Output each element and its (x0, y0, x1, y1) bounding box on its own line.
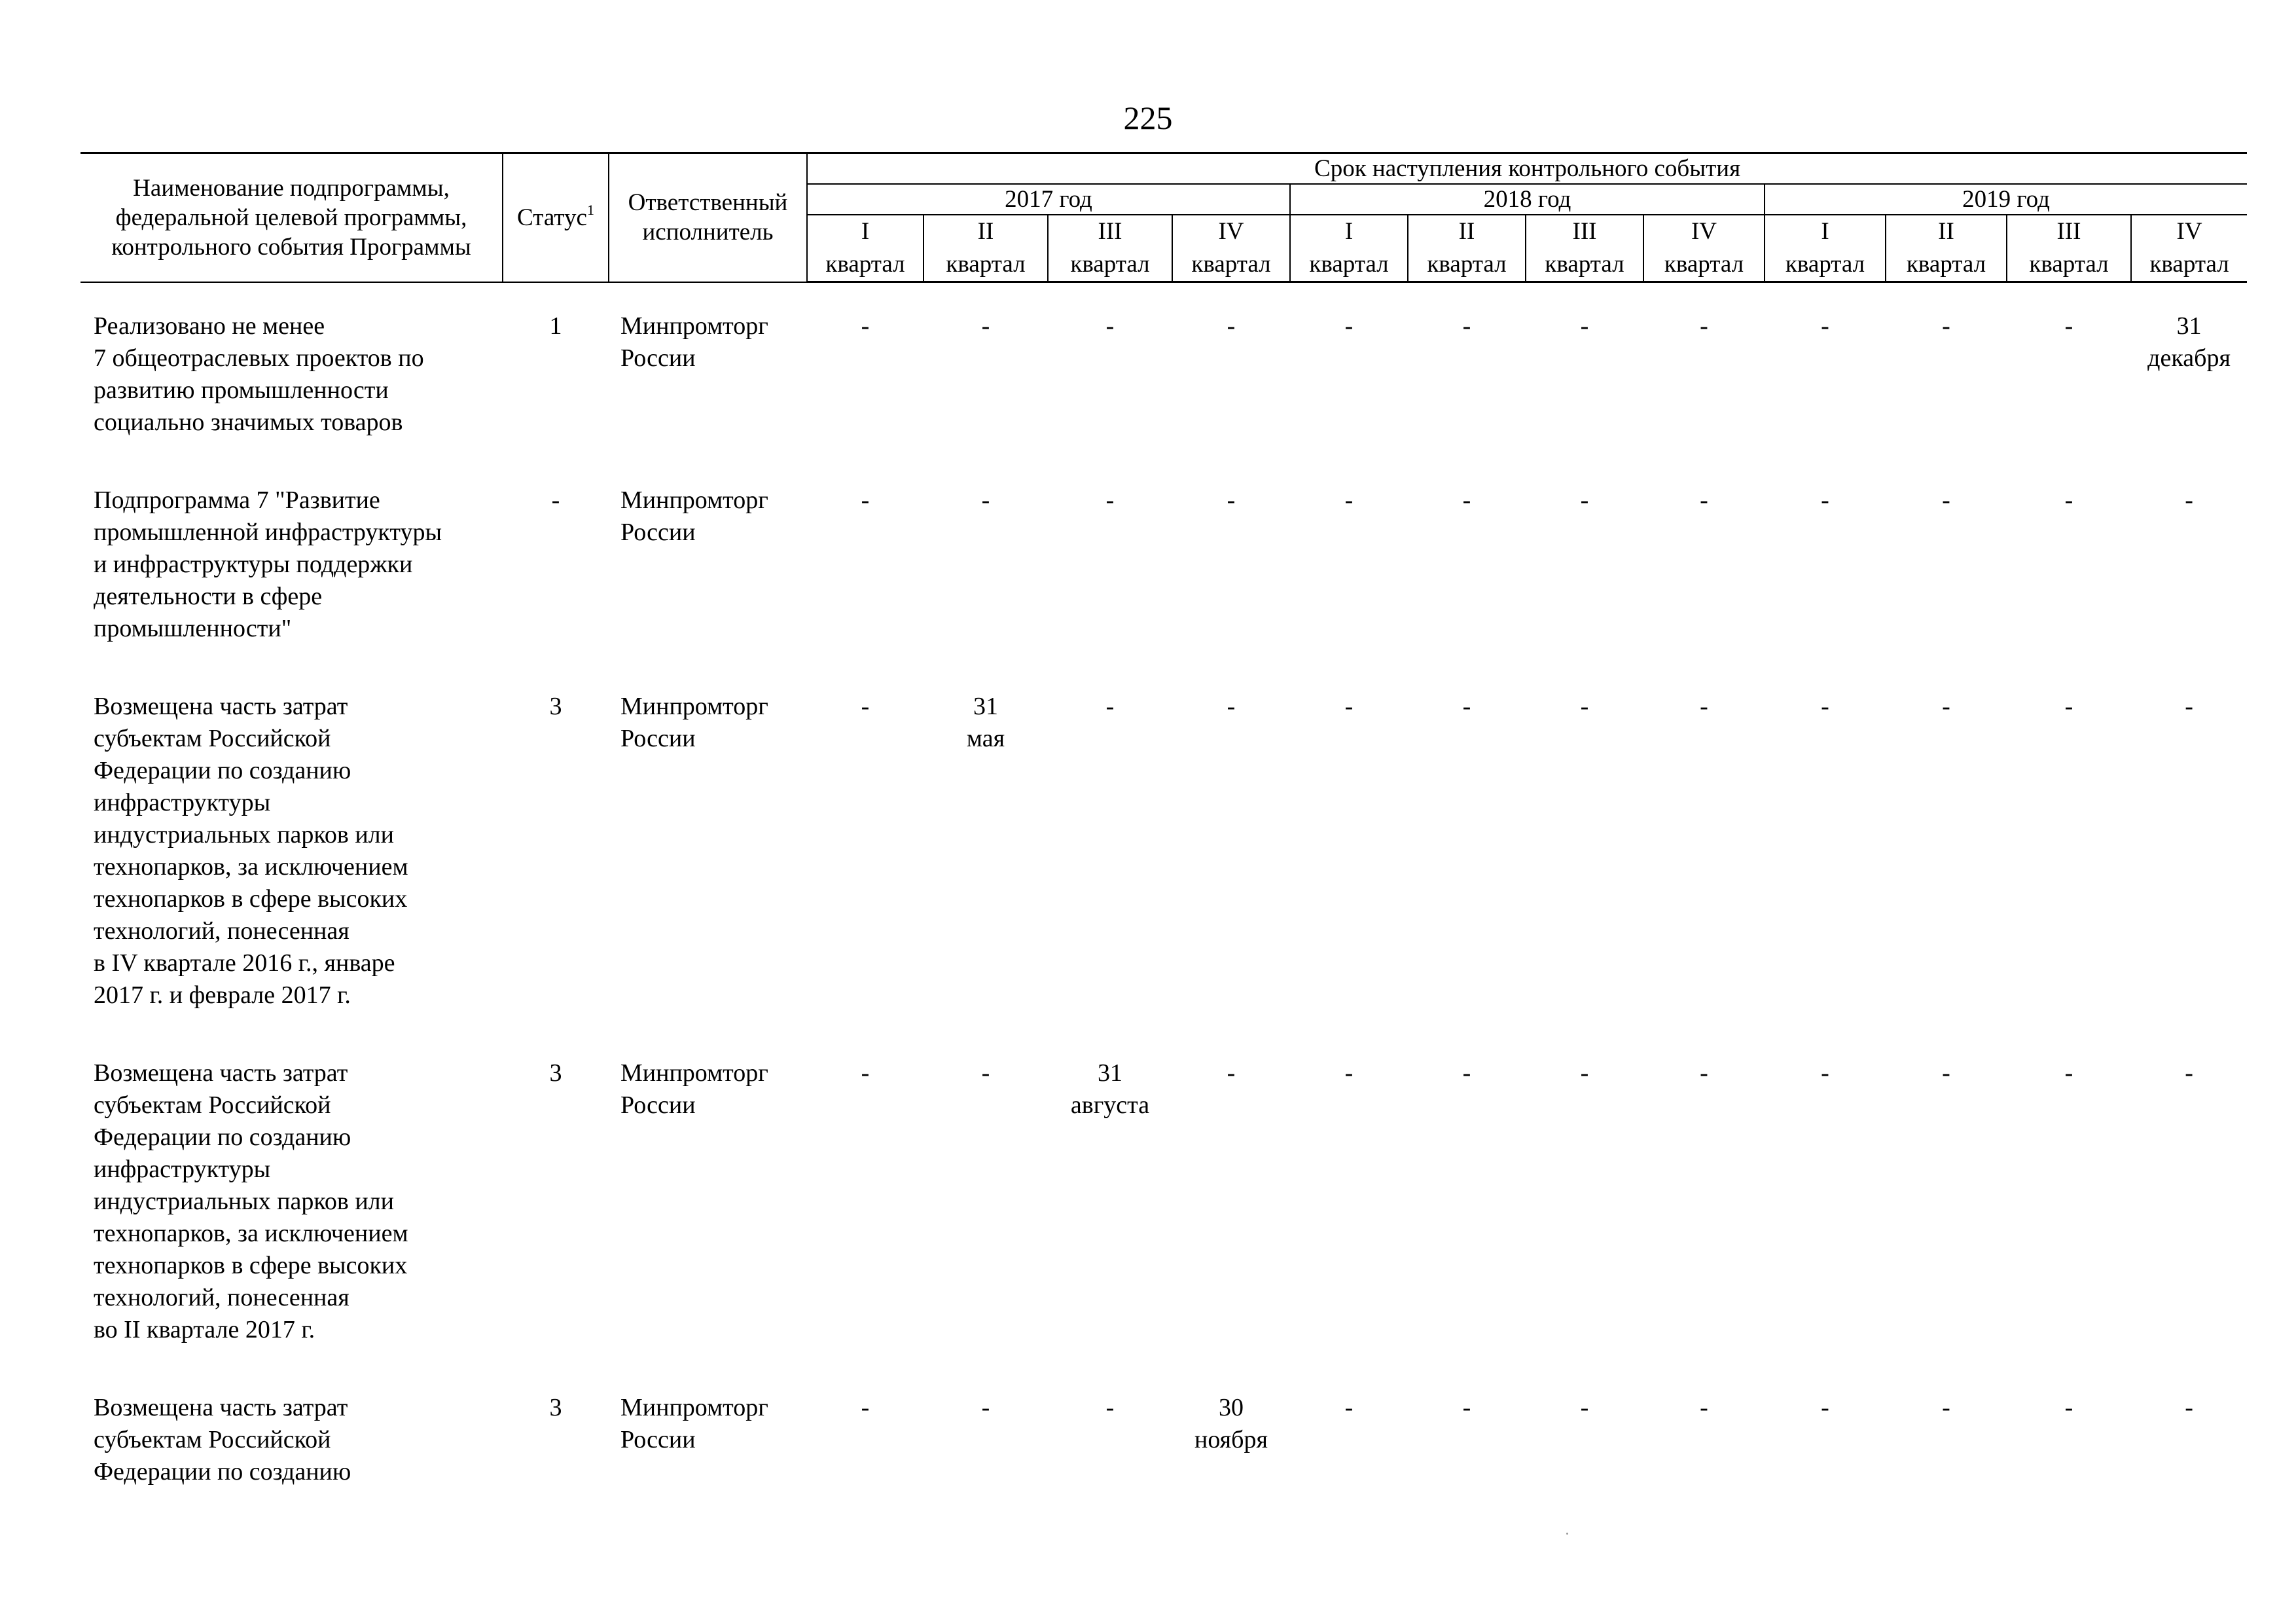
header-quarter-word: квартал (1545, 251, 1624, 278)
header-quarter (1290, 215, 1408, 282)
event-responsible: Минпромторг России (620, 312, 768, 372)
header-quarter-word: квартал (1191, 251, 1271, 278)
header-status-label: Статус (517, 204, 587, 231)
header-quarter (1765, 215, 1886, 282)
quarter-deadline: - (2064, 1059, 2073, 1087)
quarter-deadline: - (861, 312, 870, 340)
event-responsible: Минпромторг России (620, 486, 768, 546)
event-status: - (551, 486, 560, 514)
quarter-deadline: - (1580, 312, 1589, 340)
quarter-deadline: - (1942, 1059, 1950, 1087)
quarter-deadline: - (2185, 486, 2193, 514)
header-quarter-numeral: IV (2176, 218, 2202, 245)
quarter-deadline: - (1462, 1394, 1471, 1421)
quarter-deadline: - (1462, 312, 1471, 340)
table-row (81, 310, 2247, 484)
quarter-deadline: - (1462, 693, 1471, 720)
quarter-deadline: - (981, 1394, 990, 1421)
header-quarter-numeral: III (2056, 218, 2081, 245)
quarter-deadline: - (861, 1059, 870, 1087)
header-quarter-word: квартал (2149, 251, 2229, 278)
header-quarter (1526, 215, 1643, 282)
quarter-deadline: - (1942, 693, 1950, 720)
quarter-deadline: - (1105, 1394, 1115, 1421)
quarter-deadline: - (2185, 1059, 2193, 1087)
quarter-deadline: - (2185, 693, 2193, 720)
quarter-deadline: - (1821, 1059, 1829, 1087)
header-status (503, 153, 609, 282)
quarter-deadline: - (1942, 312, 1950, 340)
quarter-deadline: - (1227, 486, 1236, 514)
header-quarter-numeral: III (1572, 218, 1597, 245)
quarter-deadline: - (861, 486, 870, 514)
header-quarter (1886, 215, 2007, 282)
header-quarter-numeral: IV (1218, 218, 1244, 245)
quarter-deadline: - (1227, 312, 1236, 340)
control-events-table (81, 152, 2247, 1488)
event-status: 3 (549, 1059, 562, 1087)
table-row (81, 691, 2247, 1057)
header-quarter (1172, 215, 1290, 282)
header-quarter-numeral: I (1821, 218, 1829, 245)
quarter-deadline: - (2064, 312, 2073, 340)
header-quarter-numeral: I (1344, 218, 1354, 245)
quarter-deadline: - (861, 1394, 870, 1421)
quarter-deadline: - (1227, 693, 1236, 720)
table-row (81, 484, 2247, 691)
event-status: 3 (549, 1394, 562, 1421)
header-quarter-word: квартал (1427, 251, 1507, 278)
header-year-2: 2019 год (1765, 184, 2247, 215)
header-year-1: 2018 год (1290, 184, 1765, 215)
table-body (81, 282, 2247, 1489)
quarter-deadline: - (1344, 1394, 1354, 1421)
quarter-deadline: - (1821, 486, 1829, 514)
header-quarter-word: квартал (825, 251, 905, 278)
event-name: Возмещена часть затрат субъектам Российской Федерации по созданию (94, 1394, 351, 1486)
quarter-deadline: - (1227, 1059, 1236, 1087)
quarter-deadline: - (981, 1059, 990, 1087)
quarter-deadline: - (1700, 693, 1708, 720)
quarter-deadline: - (1344, 693, 1354, 720)
quarter-deadline: 31 августа (1070, 1059, 1150, 1119)
event-name: Возмещена часть затрат субъектам Российской Федерации по созданию инфраструктуры индустриальных парков или технопарков, за исключением технопарков в сфере высоких технологий, понесенная во II квартале 2017 г. (94, 1059, 408, 1343)
quarter-deadline: 30 ноября (1194, 1394, 1268, 1453)
quarter-deadline: - (1821, 1394, 1829, 1421)
header-quarter-numeral: II (1458, 218, 1475, 245)
body-spacer (81, 282, 2247, 311)
quarter-deadline: - (1942, 486, 1950, 514)
quarter-deadline: 31 декабря (2147, 312, 2231, 372)
quarter-deadline: - (1462, 486, 1471, 514)
quarter-deadline: - (2064, 486, 2073, 514)
quarter-deadline: - (1942, 1394, 1950, 1421)
header-quarter-word: квартал (1664, 251, 1744, 278)
quarter-deadline: - (861, 693, 870, 720)
header-quarter (807, 215, 924, 282)
header-quarter (1048, 215, 1172, 282)
event-name: Подпрограмма 7 "Развитие промышленной инфраструктуры и инфраструктуры поддержки деятельности в сфере промышленности" (94, 486, 442, 642)
quarter-deadline: - (1700, 312, 1708, 340)
quarter-deadline: - (1344, 312, 1354, 340)
quarter-deadline: - (2064, 1394, 2073, 1421)
event-responsible: Минпромторг России (620, 1059, 768, 1119)
header-name: Наименование подпрограммы, федеральной целевой программы, контрольного события Программы (81, 153, 503, 282)
header-quarter-numeral: I (861, 218, 870, 245)
header-quarter (924, 215, 1048, 282)
quarter-deadline: - (1344, 1059, 1354, 1087)
quarter-deadline: - (1821, 693, 1829, 720)
body-spacer-cell (81, 282, 2247, 311)
quarter-deadline: - (1700, 486, 1708, 514)
header-quarter-word: квартал (1070, 251, 1150, 278)
header-quarter (1643, 215, 1765, 282)
header-quarter-numeral: III (1098, 218, 1122, 245)
header-quarter-numeral: II (1938, 218, 1954, 245)
header-quarter-word: квартал (946, 251, 1026, 278)
table-row (81, 1392, 2247, 1488)
table-row (81, 1057, 2247, 1392)
header-deadline-group: Срок наступления контрольного события (807, 153, 2247, 185)
quarter-deadline: - (981, 486, 990, 514)
quarter-deadline: - (1462, 1059, 1471, 1087)
quarter-deadline: - (1580, 486, 1589, 514)
header-status-footnote: 1 (586, 201, 594, 218)
page-number: 225 (1123, 100, 1173, 136)
quarter-deadline: - (2185, 1394, 2193, 1421)
quarter-deadline: - (1105, 312, 1115, 340)
header-quarter-word: квартал (1785, 251, 1865, 278)
quarter-deadline: - (1580, 1059, 1589, 1087)
event-responsible: Минпромторг России (620, 1394, 768, 1453)
header-year-0: 2017 год (807, 184, 1290, 215)
quarter-deadline: - (1105, 693, 1115, 720)
header-quarter-numeral: II (977, 218, 994, 245)
header-quarter-word: квартал (2029, 251, 2109, 278)
table-header (81, 153, 2247, 282)
quarter-deadline: - (1580, 1394, 1589, 1421)
event-responsible: Минпромторг России (620, 693, 768, 752)
header-quarter (2007, 215, 2131, 282)
event-name: Реализовано не менее 7 общеотраслевых проектов по развитию промышленности социально значимых товаров (94, 312, 424, 436)
scan-speck (1566, 1533, 1568, 1535)
header-quarter-word: квартал (1309, 251, 1389, 278)
quarter-deadline: - (1580, 693, 1589, 720)
header-responsible: Ответственный исполнитель (609, 153, 807, 282)
header-quarter-word: квартал (1906, 251, 1986, 278)
quarter-deadline: 31 мая (966, 693, 1005, 752)
event-name: Возмещена часть затрат субъектам Российской Федерации по созданию инфраструктуры индустриальных парков или технопарков, за исключением технопарков в сфере высоких технологий, понесенная в IV квартале 2016 г., январе 2017 г. и феврале 2017 г. (94, 693, 408, 1009)
header-quarter-numeral: IV (1691, 218, 1717, 245)
quarter-deadline: - (1105, 486, 1115, 514)
quarter-deadline: - (1821, 312, 1829, 340)
quarter-deadline: - (981, 312, 990, 340)
event-status: 1 (549, 312, 562, 340)
quarter-deadline: - (1700, 1059, 1708, 1087)
event-status: 3 (549, 693, 562, 720)
quarter-deadline: - (2064, 693, 2073, 720)
header-quarter (2131, 215, 2247, 282)
header-quarter (1408, 215, 1526, 282)
quarter-deadline: - (1344, 486, 1354, 514)
quarter-deadline: - (1700, 1394, 1708, 1421)
